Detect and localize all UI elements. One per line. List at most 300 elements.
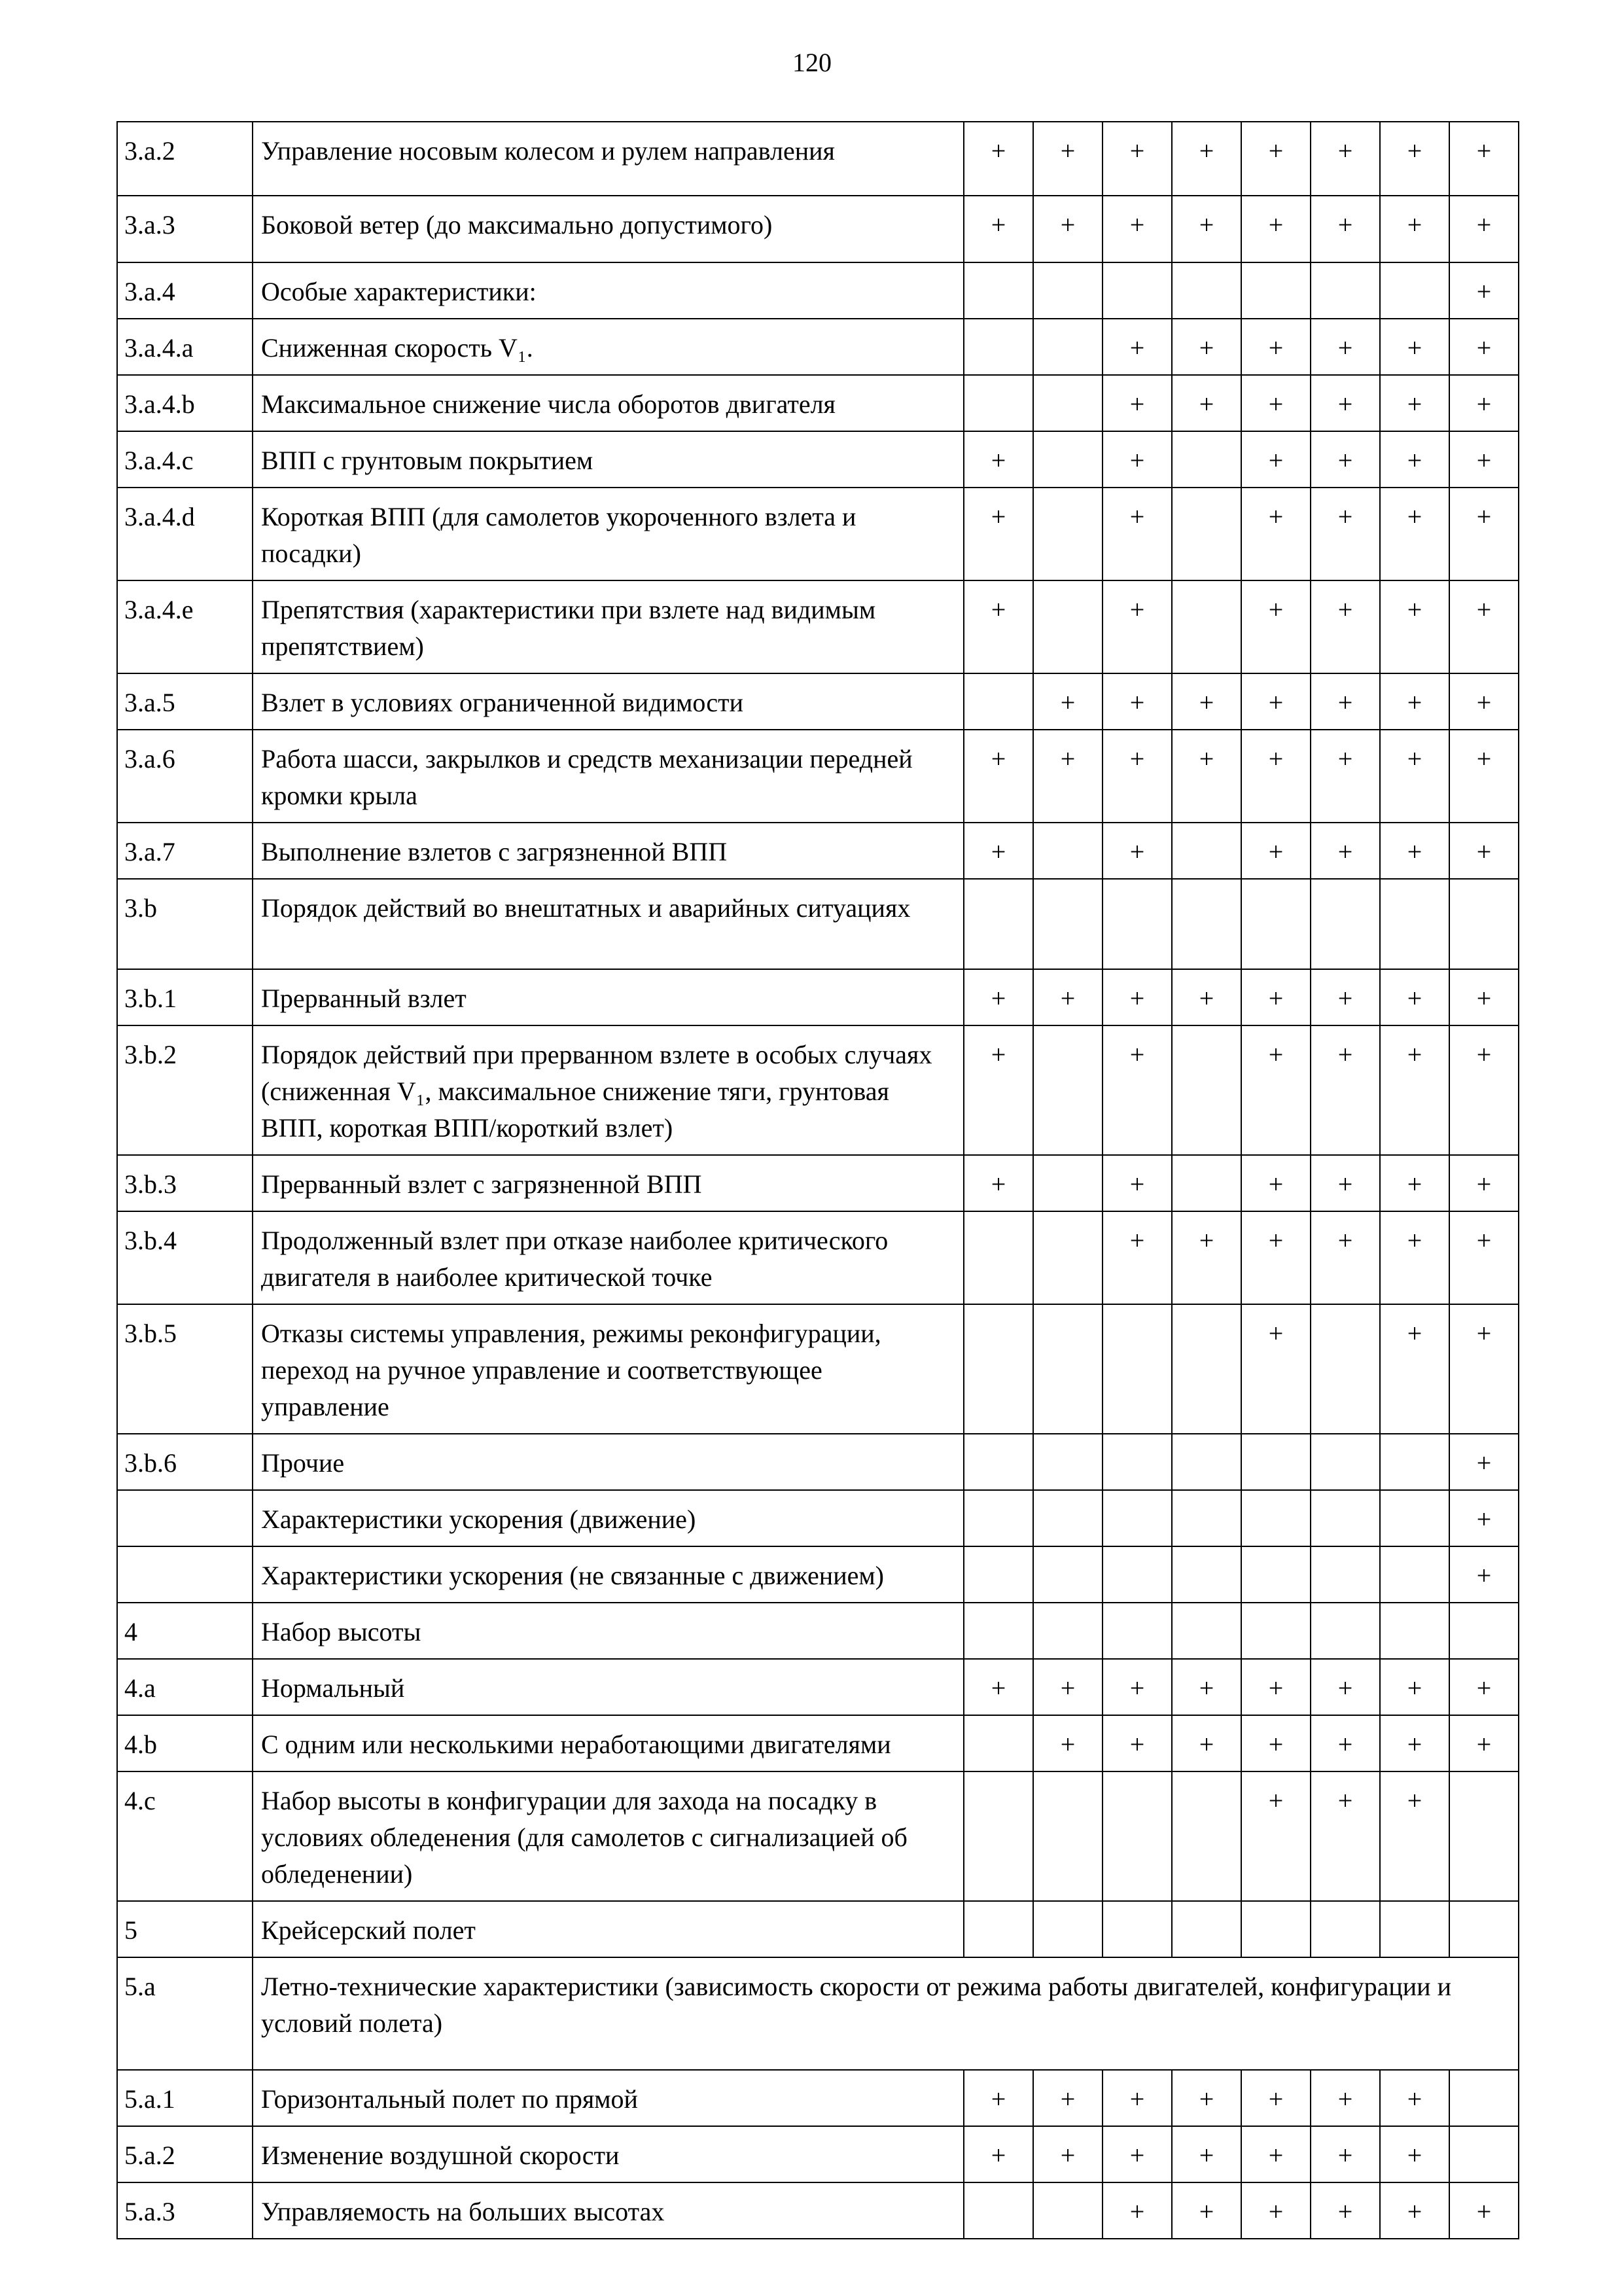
mark-cell	[1241, 1490, 1311, 1546]
table-row	[117, 122, 1519, 196]
row-description: Прерванный взлет с загрязненной ВПП	[253, 1155, 964, 1211]
row-code: 3.b.2	[117, 1025, 253, 1155]
mark-cell: +	[964, 730, 1033, 823]
mark-cell: +	[964, 196, 1033, 262]
mark-cell	[1172, 1603, 1241, 1659]
mark-cell: +	[1311, 488, 1380, 580]
page-number: 120	[792, 48, 832, 77]
table-row	[117, 1490, 1519, 1546]
mark-cell: +	[1172, 1659, 1241, 1715]
mark-cell	[964, 262, 1033, 319]
mark-cell	[1311, 1490, 1380, 1546]
mark-cell: +	[1449, 1155, 1519, 1211]
mark-cell: +	[1241, 1715, 1311, 1771]
mark-cell	[1033, 1490, 1103, 1546]
table-row	[117, 488, 1519, 580]
mark-cell: +	[1103, 375, 1172, 431]
mark-cell	[1380, 1901, 1449, 1957]
mark-cell	[964, 879, 1033, 969]
mark-cell: +	[964, 1659, 1033, 1715]
mark-cell: +	[964, 1155, 1033, 1211]
mark-cell	[1172, 823, 1241, 879]
mark-cell	[1033, 262, 1103, 319]
mark-cell: +	[1449, 122, 1519, 196]
row-code: 3.a.4.e	[117, 580, 253, 673]
row-code: 3.a.4	[117, 262, 253, 319]
mark-cell: +	[1172, 196, 1241, 262]
mark-cell	[964, 1304, 1033, 1434]
mark-cell	[1033, 1603, 1103, 1659]
mark-cell: +	[1172, 1211, 1241, 1304]
mark-cell	[964, 1546, 1033, 1603]
table-row	[117, 580, 1519, 673]
table-row	[117, 1659, 1519, 1715]
mark-cell	[1449, 2070, 1519, 2126]
table-row	[117, 2070, 1519, 2126]
row-code: 5	[117, 1901, 253, 1957]
row-description: ВПП с грунтовым покрытием	[253, 431, 964, 488]
row-code: 5.a.2	[117, 2126, 253, 2182]
mark-cell: +	[1172, 122, 1241, 196]
table-row	[117, 1771, 1519, 1901]
mark-cell: +	[1241, 1025, 1311, 1155]
mark-cell: +	[1449, 1490, 1519, 1546]
table-row	[117, 730, 1519, 823]
mark-cell	[1172, 1901, 1241, 1957]
row-code: 3.b.4	[117, 1211, 253, 1304]
mark-cell: +	[1449, 969, 1519, 1025]
mark-cell	[1311, 1434, 1380, 1490]
table-row	[117, 2126, 1519, 2182]
mark-cell	[1241, 1603, 1311, 1659]
mark-cell: +	[1172, 2126, 1241, 2182]
mark-cell: +	[1241, 319, 1311, 375]
mark-cell: +	[1449, 1659, 1519, 1715]
mark-cell	[1103, 1901, 1172, 1957]
mark-cell	[964, 1211, 1033, 1304]
mark-cell	[1241, 1546, 1311, 1603]
row-code: 4.a	[117, 1659, 253, 1715]
mark-cell	[964, 1715, 1033, 1771]
row-code: 3.b.6	[117, 1434, 253, 1490]
mark-cell	[1033, 488, 1103, 580]
mark-cell: +	[1380, 319, 1449, 375]
mark-cell	[1311, 1901, 1380, 1957]
row-description: Управление носовым колесом и рулем направления	[253, 122, 964, 196]
mark-cell: +	[1241, 1659, 1311, 1715]
mark-cell	[1380, 1434, 1449, 1490]
mark-cell: +	[964, 488, 1033, 580]
mark-cell: +	[1449, 1304, 1519, 1434]
mark-cell	[1172, 879, 1241, 969]
row-code: 3.b.5	[117, 1304, 253, 1434]
row-description: Работа шасси, закрылков и средств механизации передней кромки крыла	[253, 730, 964, 823]
mark-cell: +	[1449, 1211, 1519, 1304]
mark-cell	[1449, 1603, 1519, 1659]
mark-cell: +	[1103, 196, 1172, 262]
mark-cell: +	[1172, 2182, 1241, 2239]
mark-cell: +	[1311, 2182, 1380, 2239]
mark-cell: +	[1103, 488, 1172, 580]
mark-cell	[1033, 879, 1103, 969]
table-row	[117, 1715, 1519, 1771]
mark-cell: +	[1449, 488, 1519, 580]
row-code: 5.a.1	[117, 2070, 253, 2126]
table-row	[117, 1957, 1519, 2070]
mark-cell: +	[1241, 2126, 1311, 2182]
mark-cell	[1103, 1490, 1172, 1546]
mark-cell: +	[1380, 1025, 1449, 1155]
table-row	[117, 1546, 1519, 1603]
row-description: Сниженная скорость V₁.	[253, 319, 964, 375]
row-code	[117, 1490, 253, 1546]
mark-cell: +	[1241, 196, 1311, 262]
mark-cell: +	[1449, 580, 1519, 673]
table-row	[117, 969, 1519, 1025]
row-description: Максимальное снижение числа оборотов двигателя	[253, 375, 964, 431]
row-description: Характеристики ускорения (не связанные с движением)	[253, 1546, 964, 1603]
table-body	[117, 122, 1519, 2239]
mark-cell: +	[1241, 488, 1311, 580]
mark-cell: +	[1311, 823, 1380, 879]
mark-cell: +	[1103, 823, 1172, 879]
mark-cell	[1172, 1155, 1241, 1211]
mark-cell: +	[1380, 1155, 1449, 1211]
table-row	[117, 262, 1519, 319]
mark-cell: +	[964, 431, 1033, 488]
mark-cell: +	[1311, 730, 1380, 823]
mark-cell: +	[1449, 823, 1519, 879]
mark-cell: +	[1103, 730, 1172, 823]
table-row	[117, 319, 1519, 375]
mark-cell: +	[1380, 580, 1449, 673]
mark-cell: +	[1033, 673, 1103, 730]
mark-cell: +	[1103, 1715, 1172, 1771]
mark-cell: +	[1033, 196, 1103, 262]
row-description: Короткая ВПП (для самолетов укороченного взлета и посадки)	[253, 488, 964, 580]
mark-cell: +	[1380, 375, 1449, 431]
row-code: 3.b.1	[117, 969, 253, 1025]
mark-cell: +	[1380, 969, 1449, 1025]
table-row	[117, 2182, 1519, 2239]
mark-cell: +	[1380, 2126, 1449, 2182]
training-table	[116, 121, 1519, 2239]
row-description: Прочие	[253, 1434, 964, 1490]
row-description: Горизонтальный полет по прямой	[253, 2070, 964, 2126]
mark-cell: +	[1311, 1211, 1380, 1304]
mark-cell: +	[1241, 730, 1311, 823]
mark-cell: +	[1033, 1715, 1103, 1771]
row-description: Прерванный взлет	[253, 969, 964, 1025]
mark-cell	[964, 1434, 1033, 1490]
mark-cell: +	[1311, 375, 1380, 431]
mark-cell	[1103, 1771, 1172, 1901]
mark-cell: +	[1172, 730, 1241, 823]
table-row	[117, 673, 1519, 730]
row-description: Отказы системы управления, режимы реконфигурации, переход на ручное управление и соответствующее управление	[253, 1304, 964, 1434]
mark-cell: +	[1241, 1155, 1311, 1211]
mark-cell: +	[1449, 730, 1519, 823]
mark-cell	[1103, 1546, 1172, 1603]
mark-cell: +	[964, 823, 1033, 879]
mark-cell: +	[1311, 969, 1380, 1025]
mark-cell	[1241, 262, 1311, 319]
row-code: 3.a.6	[117, 730, 253, 823]
mark-cell: +	[1311, 2070, 1380, 2126]
mark-cell: +	[1241, 823, 1311, 879]
table-row	[117, 196, 1519, 262]
row-code: 3.a.7	[117, 823, 253, 879]
mark-cell: +	[1311, 580, 1380, 673]
mark-cell	[1172, 1490, 1241, 1546]
mark-cell	[964, 673, 1033, 730]
mark-cell	[1311, 1603, 1380, 1659]
mark-cell: +	[1380, 730, 1449, 823]
mark-cell: +	[964, 2070, 1033, 2126]
mark-cell: +	[1449, 196, 1519, 262]
mark-cell	[1241, 1434, 1311, 1490]
mark-cell: +	[1311, 1155, 1380, 1211]
mark-cell: +	[1033, 2126, 1103, 2182]
mark-cell: +	[1033, 1659, 1103, 1715]
mark-cell	[1241, 879, 1311, 969]
row-description: Нормальный	[253, 1659, 964, 1715]
mark-cell	[1172, 1434, 1241, 1490]
mark-cell: +	[1241, 1304, 1311, 1434]
table-row	[117, 1901, 1519, 1957]
row-description: Управляемость на больших высотах	[253, 2182, 964, 2239]
mark-cell: +	[1449, 1546, 1519, 1603]
mark-cell: +	[1449, 431, 1519, 488]
mark-cell	[1449, 1771, 1519, 1901]
row-code: 3.a.4.b	[117, 375, 253, 431]
row-code: 4.b	[117, 1715, 253, 1771]
mark-cell	[1311, 879, 1380, 969]
row-description: Порядок действий во внештатных и аварийных ситуациях	[253, 879, 964, 969]
row-description: Особые характеристики:	[253, 262, 964, 319]
row-code: 4	[117, 1603, 253, 1659]
mark-cell	[1449, 879, 1519, 969]
mark-cell	[1172, 431, 1241, 488]
row-description: Боковой ветер (до максимально допустимого)	[253, 196, 964, 262]
mark-cell	[1449, 1901, 1519, 1957]
mark-cell: +	[1241, 673, 1311, 730]
mark-cell: +	[1311, 1659, 1380, 1715]
row-description: Характеристики ускорения (движение)	[253, 1490, 964, 1546]
table-row	[117, 1304, 1519, 1434]
mark-cell: +	[1103, 1025, 1172, 1155]
mark-cell	[1241, 1901, 1311, 1957]
mark-cell: +	[1103, 1211, 1172, 1304]
row-description: Изменение воздушной скорости	[253, 2126, 964, 2182]
mark-cell	[1449, 2126, 1519, 2182]
row-description: Набор высоты	[253, 1603, 964, 1659]
mark-cell: +	[1172, 375, 1241, 431]
mark-cell: +	[1241, 1211, 1311, 1304]
mark-cell	[1033, 1901, 1103, 1957]
row-code: 3.a.4.a	[117, 319, 253, 375]
mark-cell: +	[1103, 122, 1172, 196]
mark-cell: +	[1380, 1659, 1449, 1715]
mark-cell: +	[1380, 488, 1449, 580]
row-description: Продолженный взлет при отказе наиболее критического двигателя в наиболее критической точке	[253, 1211, 964, 1304]
mark-cell: +	[1380, 1211, 1449, 1304]
mark-cell	[1103, 1434, 1172, 1490]
mark-cell	[1033, 1304, 1103, 1434]
row-description: Препятствия (характеристики при взлете над видимым препятствием)	[253, 580, 964, 673]
mark-cell: +	[1172, 2070, 1241, 2126]
mark-cell	[1172, 488, 1241, 580]
mark-cell: +	[1311, 319, 1380, 375]
mark-cell: +	[1380, 196, 1449, 262]
mark-cell: +	[1380, 122, 1449, 196]
mark-cell	[1033, 1434, 1103, 1490]
mark-cell: +	[964, 1025, 1033, 1155]
row-description: Выполнение взлетов с загрязненной ВПП	[253, 823, 964, 879]
mark-cell	[1033, 375, 1103, 431]
mark-cell	[964, 375, 1033, 431]
mark-cell	[1033, 1546, 1103, 1603]
mark-cell	[1033, 1025, 1103, 1155]
mark-cell	[964, 1901, 1033, 1957]
mark-cell	[1172, 580, 1241, 673]
mark-cell	[1172, 1025, 1241, 1155]
mark-cell	[1033, 1155, 1103, 1211]
mark-cell: +	[964, 969, 1033, 1025]
row-code: 3.a.4.d	[117, 488, 253, 580]
table-row	[117, 375, 1519, 431]
mark-cell: +	[1103, 2182, 1172, 2239]
mark-cell	[1033, 431, 1103, 488]
row-code: 3.b.3	[117, 1155, 253, 1211]
mark-cell: +	[1172, 969, 1241, 1025]
mark-cell: +	[1311, 1771, 1380, 1901]
mark-cell	[1311, 1304, 1380, 1434]
mark-cell	[1311, 1546, 1380, 1603]
mark-cell	[964, 1771, 1033, 1901]
mark-cell	[1033, 580, 1103, 673]
mark-cell: +	[1311, 2126, 1380, 2182]
mark-cell: +	[1033, 2070, 1103, 2126]
mark-cell	[1172, 262, 1241, 319]
mark-cell: +	[1380, 2070, 1449, 2126]
mark-cell: +	[1380, 1771, 1449, 1901]
mark-cell	[1380, 879, 1449, 969]
mark-cell	[1172, 1304, 1241, 1434]
mark-cell: +	[1311, 196, 1380, 262]
row-description: С одним или несколькими неработающими двигателями	[253, 1715, 964, 1771]
row-description: Набор высоты в конфигурации для захода на посадку в условиях обледенения (для самолетов с сигнализацией об обледенении)	[253, 1771, 964, 1901]
mark-cell	[1103, 1304, 1172, 1434]
mark-cell	[1033, 1771, 1103, 1901]
mark-cell: +	[1033, 969, 1103, 1025]
mark-cell	[1172, 1771, 1241, 1901]
row-code: 5.a.3	[117, 2182, 253, 2239]
mark-cell: +	[1241, 580, 1311, 673]
mark-cell	[1033, 1211, 1103, 1304]
mark-cell	[964, 2182, 1033, 2239]
table-row	[117, 1025, 1519, 1155]
mark-cell: +	[1172, 319, 1241, 375]
mark-cell: +	[1241, 375, 1311, 431]
mark-cell: +	[1311, 673, 1380, 730]
mark-cell	[1380, 262, 1449, 319]
mark-cell: +	[1449, 319, 1519, 375]
row-code: 3.b	[117, 879, 253, 969]
mark-cell	[964, 319, 1033, 375]
mark-cell	[964, 1603, 1033, 1659]
mark-cell	[1172, 1546, 1241, 1603]
mark-cell: +	[1449, 262, 1519, 319]
table-row	[117, 823, 1519, 879]
row-code: 3.a.5	[117, 673, 253, 730]
mark-cell: +	[964, 580, 1033, 673]
mark-cell: +	[1380, 1304, 1449, 1434]
mark-cell	[1103, 1603, 1172, 1659]
mark-cell: +	[1103, 580, 1172, 673]
mark-cell: +	[1380, 673, 1449, 730]
mark-cell: +	[1103, 319, 1172, 375]
mark-cell: +	[1172, 1715, 1241, 1771]
mark-cell	[1033, 319, 1103, 375]
mark-cell: +	[1103, 1155, 1172, 1211]
mark-cell: +	[1449, 375, 1519, 431]
mark-cell: +	[1103, 2070, 1172, 2126]
mark-cell: +	[964, 122, 1033, 196]
mark-cell: +	[1033, 730, 1103, 823]
table-row	[117, 1603, 1519, 1659]
row-code	[117, 1546, 253, 1603]
mark-cell: +	[1103, 2126, 1172, 2182]
mark-cell	[1311, 262, 1380, 319]
mark-cell: +	[1103, 969, 1172, 1025]
mark-cell: +	[1103, 1659, 1172, 1715]
row-description: Летно-технические характеристики (зависимость скорости от режима работы двигателей, конфигурации и условий полета)	[253, 1957, 1519, 2070]
mark-cell: +	[1311, 431, 1380, 488]
mark-cell: +	[1311, 1025, 1380, 1155]
mark-cell	[1103, 262, 1172, 319]
row-description: Крейсерский полет	[253, 1901, 964, 1957]
mark-cell: +	[1241, 431, 1311, 488]
mark-cell: +	[1103, 673, 1172, 730]
mark-cell: +	[1311, 1715, 1380, 1771]
mark-cell: +	[1103, 431, 1172, 488]
row-description: Порядок действий при прерванном взлете в особых случаях (сниженная V₁, максимальное снижение тяги, грунтовая ВПП, короткая ВПП/короткий взлет)	[253, 1025, 964, 1155]
mark-cell: +	[1380, 431, 1449, 488]
mark-cell	[1033, 2182, 1103, 2239]
table-row	[117, 1155, 1519, 1211]
mark-cell: +	[1380, 823, 1449, 879]
mark-cell: +	[1449, 1715, 1519, 1771]
mark-cell: +	[1380, 2182, 1449, 2239]
table-row	[117, 431, 1519, 488]
table-row	[117, 1211, 1519, 1304]
mark-cell: +	[964, 2126, 1033, 2182]
row-code: 4.c	[117, 1771, 253, 1901]
mark-cell: +	[1449, 673, 1519, 730]
mark-cell: +	[1241, 122, 1311, 196]
mark-cell	[1033, 823, 1103, 879]
row-code: 3.a.4.c	[117, 431, 253, 488]
mark-cell: +	[1311, 122, 1380, 196]
mark-cell	[964, 1490, 1033, 1546]
mark-cell	[1380, 1546, 1449, 1603]
mark-cell: +	[1241, 2182, 1311, 2239]
mark-cell	[1380, 1603, 1449, 1659]
mark-cell: +	[1380, 1715, 1449, 1771]
mark-cell	[1380, 1490, 1449, 1546]
mark-cell: +	[1449, 1434, 1519, 1490]
